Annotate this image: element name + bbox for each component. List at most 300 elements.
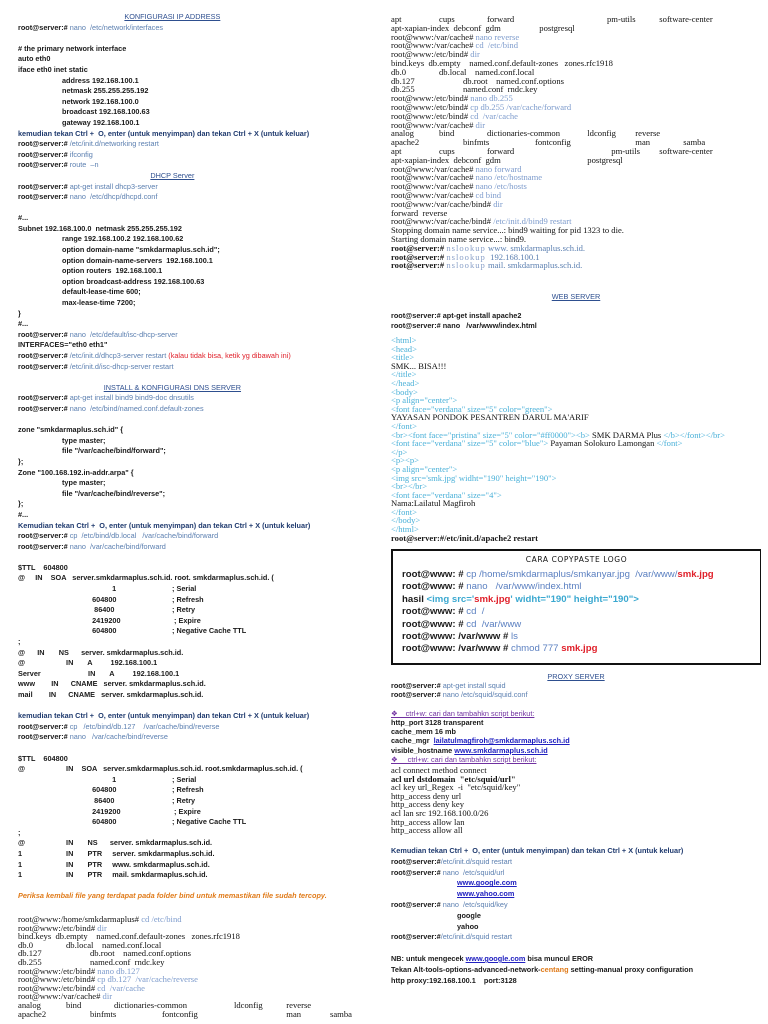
text-segment: hasil (402, 593, 427, 605)
text-segment: nano forward (475, 163, 522, 174)
doc-line (18, 489, 327, 500)
doc-line (18, 97, 327, 108)
doc-line (18, 362, 327, 373)
text-segment: 86400 ; Retry (18, 795, 196, 805)
text-segment: apt-get install dhcp3-server (69, 181, 158, 191)
text-segment: root@server:# (391, 260, 447, 271)
logo-copy-box (391, 549, 761, 665)
text-segment: root@www:/var/cache# (391, 40, 476, 51)
doc-line (18, 118, 327, 129)
heading-text: KONFIGURASI IP ADDRESS (124, 12, 221, 21)
text-segment: nano reverse (475, 31, 520, 42)
text-segment: 1 IN PTR mail. smkdarmaplus.sch.id. (18, 870, 208, 880)
doc-line (18, 436, 327, 447)
text-segment: #... (18, 319, 29, 329)
text-segment: db.255 named.conf rndc.key (391, 84, 538, 95)
text-segment: smk.jpg (474, 593, 511, 605)
text-segment: ; (18, 637, 21, 647)
section-heading (18, 383, 327, 394)
text-segment: apt cups forward pm-utils software-center (391, 145, 713, 156)
text-segment: setting-manual proxy configuration (568, 964, 694, 974)
section-heading (18, 12, 327, 23)
text-segment: chmod 777 (511, 643, 562, 655)
text-segment: root@www:/etc/bind# (18, 965, 98, 976)
text-segment: YAYASAN PONDOK PESANTREN DARUL MA'ARIF (391, 412, 589, 423)
text-segment: gateway 192.168.100.1 (18, 117, 140, 127)
text-segment: <p><p> (391, 455, 419, 466)
text-segment: <head> (391, 343, 417, 354)
text-segment: 1 IN PTR www. smkdarmaplus.sch.id. (18, 859, 210, 869)
doc-line (402, 606, 714, 618)
text-segment: root@www:/var/cache# (391, 31, 476, 42)
text-segment: 1 IN PTR server. smkdarmaplus.sch.id. (18, 848, 215, 858)
doc-line (18, 563, 327, 574)
doc-line (391, 746, 761, 755)
doc-line (18, 552, 327, 563)
html-source-listing (391, 336, 725, 542)
text-segment: 2419200 ; Expire (18, 806, 201, 816)
doc-line (18, 605, 327, 616)
doc-line (391, 965, 693, 976)
doc-line (18, 54, 327, 65)
right-column-terminal-output (391, 15, 713, 270)
logo-box-commands (402, 569, 714, 656)
doc-line (18, 584, 327, 595)
doc-line (18, 701, 327, 712)
text-segment: </font> (656, 438, 683, 449)
doc-line (18, 775, 327, 786)
doc-line (18, 277, 327, 288)
text-segment: root@server:# (391, 856, 441, 866)
text-segment: <font face="verdana" size="5" color="green"> (391, 403, 553, 414)
text-segment: bisa muncul EROR (525, 953, 594, 963)
doc-line (18, 669, 327, 680)
text-segment: cp db.127 /var/cache/reverse (97, 974, 198, 985)
text-segment: @ IN A 192.168.100.1 (18, 658, 158, 668)
doc-line (18, 595, 327, 606)
text-segment: cd / (466, 606, 485, 618)
doc-line (391, 474, 725, 483)
text-segment: 192.168.100.1 (485, 251, 540, 262)
doc-line (18, 245, 327, 256)
doc-line (18, 531, 327, 542)
doc-line (18, 679, 327, 690)
doc-line (18, 86, 327, 97)
text-segment: root@server:# (18, 329, 70, 339)
text-segment: ❖ ctrl+w: cari dan tambahkn script berikut: (391, 708, 535, 718)
text-segment: apt-get install bind9 bind9-doc dnsutils (69, 393, 194, 403)
doc-line (391, 336, 725, 345)
doc-line (402, 631, 714, 643)
text-segment: 604800 ; Negative Cache TTL (18, 817, 247, 827)
text-segment: apt-get install squid (442, 681, 506, 691)
text-segment: db.127 db.root named.conf.options (391, 75, 564, 86)
text-segment: cd /etc/bind (141, 914, 182, 924)
doc-line (18, 499, 327, 510)
hyperlink[interactable]: www.google.com (391, 878, 517, 888)
text-segment: Stopping domain name service...: bind9 waiting for pid 1323 to die. (391, 225, 624, 236)
text-segment: cp /home/smkdarmaplus/smkanyar.jpg /var/www/ (466, 569, 678, 580)
doc-line (18, 573, 327, 584)
text-segment: acl connect method connect (391, 765, 487, 775)
text-segment: $TTL 604800 (18, 562, 68, 572)
text-segment: nano /etc/squid/key (442, 899, 508, 909)
doc-line (391, 709, 761, 718)
text-segment: 604800 ; Negative Cache TTL (18, 626, 247, 636)
doc-line (391, 311, 761, 321)
text-segment: option domain-name-servers 192.168.100.1 (18, 255, 213, 265)
doc-line (18, 351, 327, 362)
text-segment: dir (470, 49, 480, 60)
text-segment: www IN CNAME server. smkdarmaplus.sch.id. (18, 679, 206, 689)
doc-line (18, 478, 327, 489)
text-segment: Starting domain name service...: bind9. (391, 233, 527, 244)
text-segment: <font face="verdana" size="4"> (391, 489, 502, 500)
doc-line (391, 261, 713, 270)
text-segment: http_access allow lan (391, 816, 465, 827)
text-segment: network 192.168.100.0 (18, 96, 139, 106)
text-segment: root@www: # (402, 606, 467, 618)
text-segment: dir (475, 119, 486, 130)
text-segment: auto eth0 (18, 54, 51, 64)
text-segment: http_port 3128 transparent (391, 718, 484, 728)
text-segment: file "/var/cache/bind/reverse"; (18, 488, 166, 498)
text-segment: root@www:/var/cache# (391, 163, 476, 174)
text-segment: root@server:# apt-get install apache2 (391, 311, 522, 320)
text-segment: centang (540, 964, 569, 974)
doc-line (391, 878, 693, 889)
text-segment: } (18, 308, 21, 318)
text-segment: # the primary network interface (18, 43, 127, 53)
text-segment: smk.jpg (677, 569, 714, 580)
doc-line (391, 900, 693, 911)
doc-line (18, 309, 327, 320)
squid-conf-listing (391, 766, 520, 835)
text-segment: nano /etc/dhcp/dhcpd.conf (69, 192, 158, 202)
text-segment: root@server:# (18, 192, 70, 202)
text-segment: Server IN A 192.168.100.1 (18, 668, 180, 678)
doc-line (402, 619, 714, 631)
doc-line (18, 457, 327, 468)
text-segment: root@www: /var/www # (402, 631, 512, 643)
doc-line (18, 182, 327, 193)
text-segment: cp /etc/bind/db.local /var/cache/bind/forward (69, 531, 219, 541)
text-segment: Nama:Lailatul Magfiroh (391, 498, 476, 509)
text-segment: root@www:/home/smkdarmaplus# (18, 914, 142, 924)
text-segment: root@www:/var/cache# (391, 181, 476, 192)
text-segment: nano /var/cache/bind/forward (69, 541, 166, 551)
doc-line (391, 954, 693, 965)
text-segment: max-lease-time 7200; (18, 298, 136, 308)
doc-line (391, 932, 693, 943)
text-segment: route –n (69, 160, 99, 170)
text-segment: 1 ; Serial (18, 774, 197, 784)
doc-line (18, 870, 327, 881)
text-segment: iface eth0 inet static (18, 64, 88, 74)
text-segment: root@server:# (18, 351, 70, 360)
text-segment: @ IN SOA server.smkdarmaplus.sch.id. root. smkdarmaplus.sch.id. ( (18, 573, 274, 583)
text-segment: /etc/init.d/squid restart (440, 856, 513, 866)
doc-line (391, 736, 761, 745)
text-segment: option routers 192.168.100.1 (18, 266, 163, 276)
text-segment: </font> (391, 420, 417, 431)
text-segment: kemudian tekan Ctrl + O, enter (untuk menyimpan) dan tekan Ctrl + X (untuk keluar) (18, 128, 310, 138)
logo-box-title: CARA COPYPASTE LOGO (525, 555, 628, 564)
text-segment: dir (493, 198, 503, 209)
text-segment: nano /etc/network/interfaces (69, 22, 164, 32)
text-segment: /etc/init.d/networking restart (69, 139, 159, 149)
text-segment: root@www:/var/cache# (391, 189, 476, 200)
text-segment: http_access deny key (391, 799, 465, 810)
doc-line (391, 755, 761, 764)
doc-line (18, 425, 327, 436)
text-segment: root@www:/etc/bind# (391, 49, 471, 60)
text-segment: Periksa kembali file yang terdapat pada folder bind untuk memastikan file sudah tercopy. (18, 891, 327, 901)
doc-line (18, 711, 327, 722)
doc-line (391, 370, 725, 379)
text-segment: </title> (391, 369, 417, 380)
doc-line (18, 828, 327, 839)
doc-line (18, 319, 327, 330)
text-segment: cache_mgr (391, 736, 434, 746)
text-segment: /etc/init.d/squid restart (440, 932, 513, 942)
text-segment: root@www:/var/cache/bind# (391, 198, 494, 209)
doc-line (391, 321, 761, 331)
text-segment: google (391, 910, 481, 920)
text-segment: root@server:# nano /var/www/index.html (391, 320, 537, 330)
text-segment: Tekan Alt-tools-options-advanced-network- (391, 964, 541, 974)
text-segment: cache_mem 16 mb (391, 727, 456, 737)
text-segment: dir (102, 991, 113, 1002)
doc-line (18, 754, 327, 765)
text-segment: /etc/init.d/dhcp3-server restart (69, 351, 169, 360)
text-segment: nano /etc/default/isc-dhcp-server (69, 329, 178, 339)
doc-line (18, 881, 327, 892)
doc-line (18, 330, 327, 341)
doc-line (18, 415, 327, 426)
text-segment: root@server:# (391, 242, 447, 253)
text-segment: root@server:# (391, 932, 441, 942)
doc-line (18, 65, 327, 76)
text-segment: nslookup (446, 260, 486, 271)
doc-line (18, 722, 327, 733)
doc-line (391, 516, 725, 525)
text-segment: root@server:# (391, 867, 443, 877)
text-segment: nano /etc/hostname (475, 172, 543, 183)
text-segment: root@www:/var/cache/bind# (391, 216, 494, 227)
text-segment: bind.keys db.empty named.conf.default-zones zones.rfc1918 (391, 57, 613, 68)
doc-line (18, 287, 327, 298)
heading-text: WEB SERVER (551, 292, 601, 301)
text-segment: smk.jpg (561, 643, 598, 655)
doc-line (391, 681, 761, 690)
text-segment: ; (18, 827, 21, 837)
text-segment: root@server:# (18, 393, 70, 403)
text-segment: cp /etc/bind/db.127 /var/cache/bind/reverse (69, 721, 220, 731)
doc-line (402, 581, 714, 593)
text-segment: mail IN CNAME server. smkdarmaplus.sch.id. (18, 690, 204, 699)
text-segment: root@server:# (18, 160, 70, 170)
hyperlink[interactable]: lailatulmagfiroh@smkdarmaplus.sch.id (433, 736, 570, 746)
text-segment: @ IN NS server. smkdarmaplus.sch.id. (18, 647, 184, 657)
text-segment: root@server:# (391, 251, 447, 262)
text-segment: #... (18, 213, 29, 223)
text-segment: SMK DARMA Plus (589, 429, 664, 440)
doc-line (18, 213, 327, 224)
text-segment: 86400 ; Retry (18, 605, 196, 615)
text-segment: root@server:# (18, 721, 70, 731)
text-segment: NB: untuk mengecek (391, 953, 466, 963)
doc-line (391, 700, 761, 709)
text-segment: Payaman Solokuro Lamongan (548, 438, 657, 449)
hyperlink[interactable]: www.smkdarmaplus.sch.id (454, 745, 548, 755)
text-segment: </body> (391, 515, 421, 526)
doc-line (18, 150, 327, 161)
heading-text: DHCP Server (150, 170, 195, 180)
doc-line (18, 404, 327, 415)
text-segment: root@www:/etc/bind# (18, 974, 98, 985)
text-segment: analog bind dictionaries-common ldconfig reverse (18, 999, 312, 1010)
doc-line (391, 922, 693, 933)
text-segment: nano /var/cache/bind/reverse (69, 732, 168, 742)
doc-line (18, 807, 327, 818)
text-segment: @ IN SOA server.smkdarmaplus.sch.id. root.smkdarmaplus.sch.id. ( (18, 764, 303, 774)
doc-line (18, 658, 327, 669)
text-segment: db.255 named.conf rndc.key (18, 956, 165, 967)
doc-line (402, 594, 714, 606)
text-segment: acl key url_Regex -i "etc/squid/key" (391, 782, 521, 793)
heading-text: PROXY SERVER (547, 672, 605, 681)
doc-line (402, 643, 714, 655)
text-segment: bind.keys db.empty named.conf.default-zones zones.rfc1918 (18, 931, 240, 942)
text-segment: <title> (391, 352, 415, 363)
text-segment: nano /var/www/index.html (466, 581, 582, 593)
doc-line (18, 44, 327, 55)
text-segment: http proxy:192.168.100.1 port:3128 (391, 975, 517, 985)
doc-line (391, 718, 761, 727)
text-segment: root@server:# (391, 899, 443, 909)
text-segment: root@www:/var/cache# (391, 119, 476, 130)
section-heading (391, 292, 761, 302)
text-segment: root@server:# (18, 139, 70, 149)
doc-line (391, 826, 520, 835)
text-segment: nslookup (446, 251, 486, 262)
doc-line (18, 446, 327, 457)
text-segment: apt-xapian-index debconf gdm postgresql (391, 154, 623, 165)
doc-line (18, 160, 327, 171)
doc-line (18, 1010, 352, 1019)
text-segment: apt-xapian-index debconf gdm postgresql (391, 22, 575, 33)
doc-line (18, 743, 327, 754)
text-segment: root@server:#/etc/init.d/apache2 restart (391, 532, 539, 543)
doc-line (391, 911, 693, 922)
text-segment: dir (97, 922, 107, 933)
text-segment: cd /etc/bind (475, 40, 518, 51)
doc-line (18, 860, 327, 871)
text-segment: }; (18, 456, 24, 466)
doc-line (18, 648, 327, 659)
doc-line (18, 616, 327, 627)
doc-line (18, 817, 327, 828)
text-segment: <img src='smk.jpg' widht="190" height="190"> (391, 472, 557, 483)
doc-line (391, 439, 725, 448)
text-segment: file "/var/cache/bind/forward"; (18, 446, 166, 456)
text-segment: root@server:# (18, 149, 70, 159)
doc-line (18, 23, 327, 34)
text-segment: Subnet 192.168.100.0 netmask 255.255.255.192 (18, 223, 182, 233)
doc-line (18, 510, 327, 521)
text-segment: default-lease-time 600; (18, 287, 141, 297)
doc-line (18, 891, 327, 902)
text-segment: root@www:/etc/bind# (18, 922, 98, 933)
text-segment: /etc/init.d/bind9 restart (493, 216, 572, 227)
text-segment: root@www: /var/www # (402, 643, 512, 655)
doc-line (18, 785, 327, 796)
text-segment: <p align="center"> (391, 463, 458, 474)
text-segment: </p> (391, 446, 408, 457)
doc-line (18, 690, 327, 701)
text-segment: http_access allow all (391, 825, 463, 836)
text-segment: type master; (18, 478, 106, 488)
doc-line (18, 298, 327, 309)
text-segment: $TTL 604800 (18, 753, 68, 763)
doc-line (391, 413, 725, 422)
text-segment: cd /var/cache (97, 982, 145, 993)
text-segment: nano db.127 (97, 965, 140, 976)
doc-line (18, 33, 327, 44)
text-segment: Kemudian tekan Ctrl + O, enter (untuk menyimpan) dan tekan Ctrl + X (untuk keluar) (391, 846, 684, 855)
text-segment: <font face="verdana" size="5" color="blue"> (391, 438, 549, 449)
doc-line (18, 129, 327, 140)
text-segment: acl url dstdomain "etc/squid/url" (391, 773, 516, 784)
hyperlink[interactable]: www.google.com (465, 953, 526, 963)
text-segment: cp db.255 /var/cache/forward (470, 101, 572, 112)
text-segment: SMK... BISA!!! (391, 360, 447, 371)
doc-line (18, 468, 327, 479)
text-segment: INTERFACES="eth0 eth1" (18, 340, 108, 350)
text-segment: ifconfig (69, 149, 93, 159)
text-segment: netmask 255.255.255.192 (18, 86, 149, 96)
doc-line (391, 448, 725, 457)
text-segment: db.0 db.local named.conf.local (391, 66, 535, 77)
text-segment: root@www: # (402, 569, 467, 580)
text-segment: Zone "100.168.192.in-addr.arpa" { (18, 467, 134, 477)
text-segment: option domain-name "smkdarmaplus.sch.id"; (18, 245, 220, 255)
doc-line (18, 372, 327, 383)
text-segment: analog bind dictionaries-common ldconfig reverse (391, 128, 661, 139)
text-segment: apt cups forward pm-utils software-center (391, 14, 713, 24)
text-segment: @ IN NS server. smkdarmaplus.sch.id. (18, 838, 213, 848)
text-segment: db.0 db.local named.conf.local (18, 939, 162, 950)
text-segment: <img src=' (426, 593, 475, 605)
text-segment: range 192.168.100.2 192.168.100.62 (18, 234, 184, 244)
text-segment: 1 ; Serial (18, 584, 197, 594)
doc-line (391, 868, 693, 879)
doc-line (18, 732, 327, 743)
text-segment: address 192.168.100.1 (18, 75, 139, 85)
text-segment: root@server:# (18, 181, 70, 191)
text-segment: 604800 ; Refresh (18, 594, 204, 604)
section-heading (18, 171, 327, 182)
doc-line (18, 139, 327, 150)
text-segment: nano /etc/bind/named.conf.default-zones (69, 403, 204, 413)
text-segment: root@www: # (402, 618, 467, 630)
left-column-terminal-output (18, 915, 352, 1018)
text-segment: </font> (391, 506, 417, 517)
hyperlink[interactable]: www.yahoo.com (391, 889, 515, 899)
text-segment: /etc/init.d/isc-dhcp-server restart (69, 361, 174, 371)
doc-line (391, 379, 725, 388)
